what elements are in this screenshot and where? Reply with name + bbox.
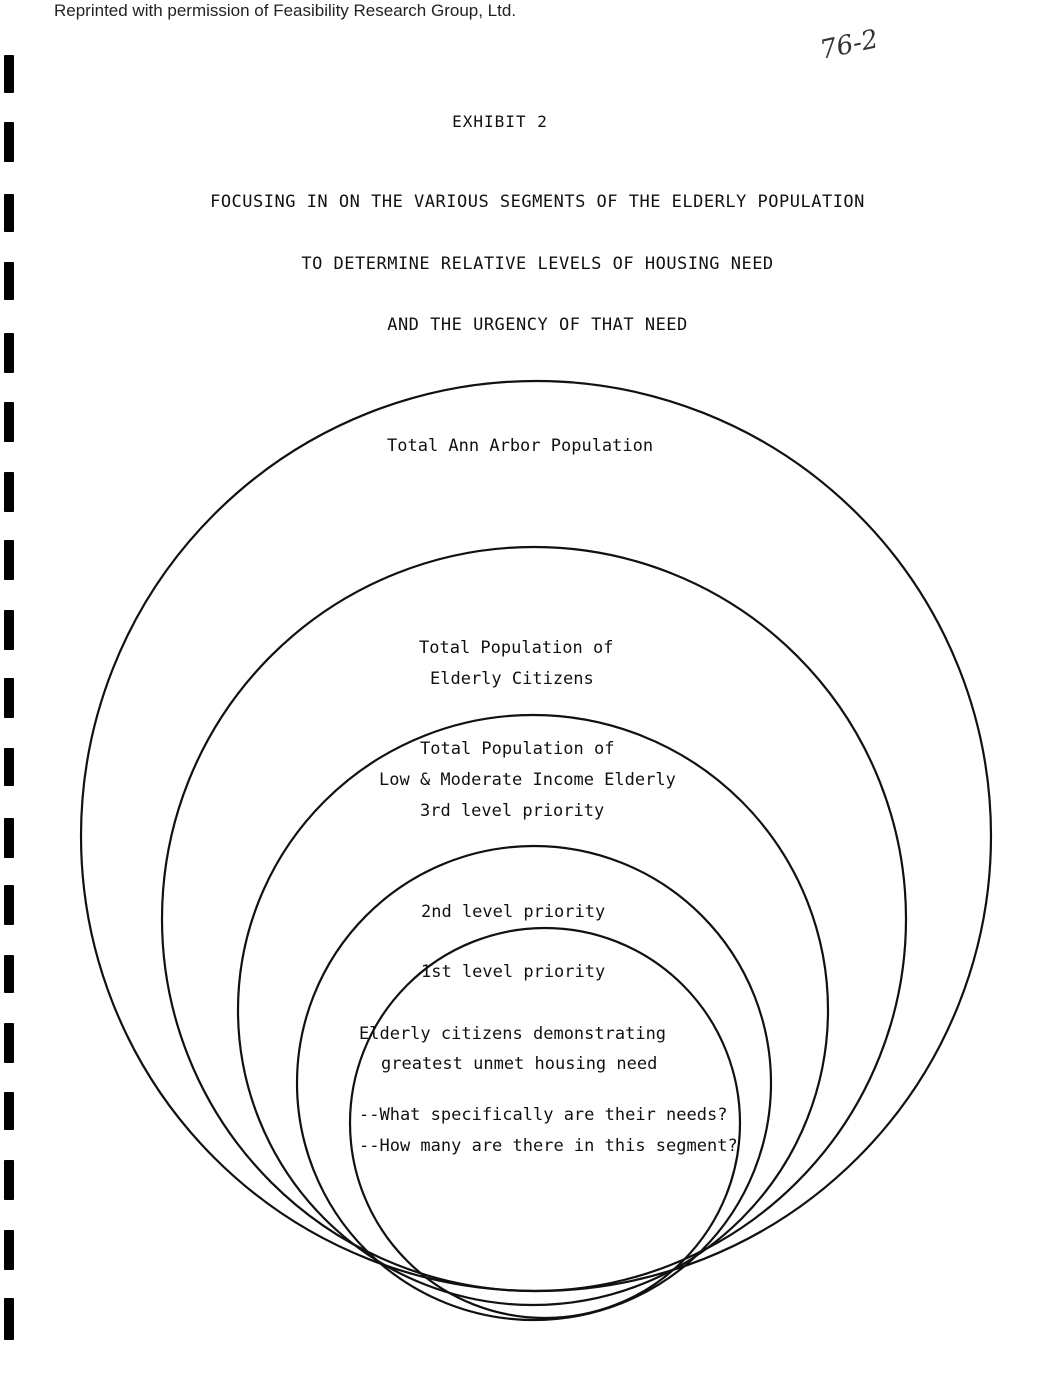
title-line-1: FOCUSING IN ON THE VARIOUS SEGMENTS OF THE ELDERLY POPULATION — [210, 192, 865, 212]
label-question-needs: --What specifically are their needs? — [359, 1105, 728, 1125]
title-line-3: AND THE URGENCY OF THAT NEED — [387, 315, 688, 335]
label-third-priority: 3rd level priority — [420, 801, 605, 821]
title-line-2: TO DETERMINE RELATIVE LEVELS OF HOUSING NEED — [301, 254, 774, 274]
label-low-income-line2: Low & Moderate Income Elderly — [379, 770, 676, 790]
label-total-population: Total Ann Arbor Population — [387, 436, 654, 456]
label-first-desc-line1: Elderly citizens demonstrating — [359, 1024, 667, 1044]
label-first-desc-line2: greatest unmet housing need — [381, 1054, 658, 1074]
handwritten-page-note: 76-2 — [817, 24, 881, 66]
label-low-income-line1: Total Population of — [420, 739, 615, 759]
exhibit-label: EXHIBIT 2 — [452, 112, 548, 131]
label-first-priority: 1st level priority — [421, 962, 606, 982]
label-second-priority: 2nd level priority — [421, 902, 606, 922]
reprint-notice: Reprinted with permission of Feasibility Research Group, Ltd. — [54, 1, 517, 20]
label-question-count: --How many are there in this segment? — [359, 1136, 738, 1156]
label-elderly-line1: Total Population of — [419, 638, 614, 658]
label-elderly-line2: Elderly Citizens — [430, 669, 594, 689]
